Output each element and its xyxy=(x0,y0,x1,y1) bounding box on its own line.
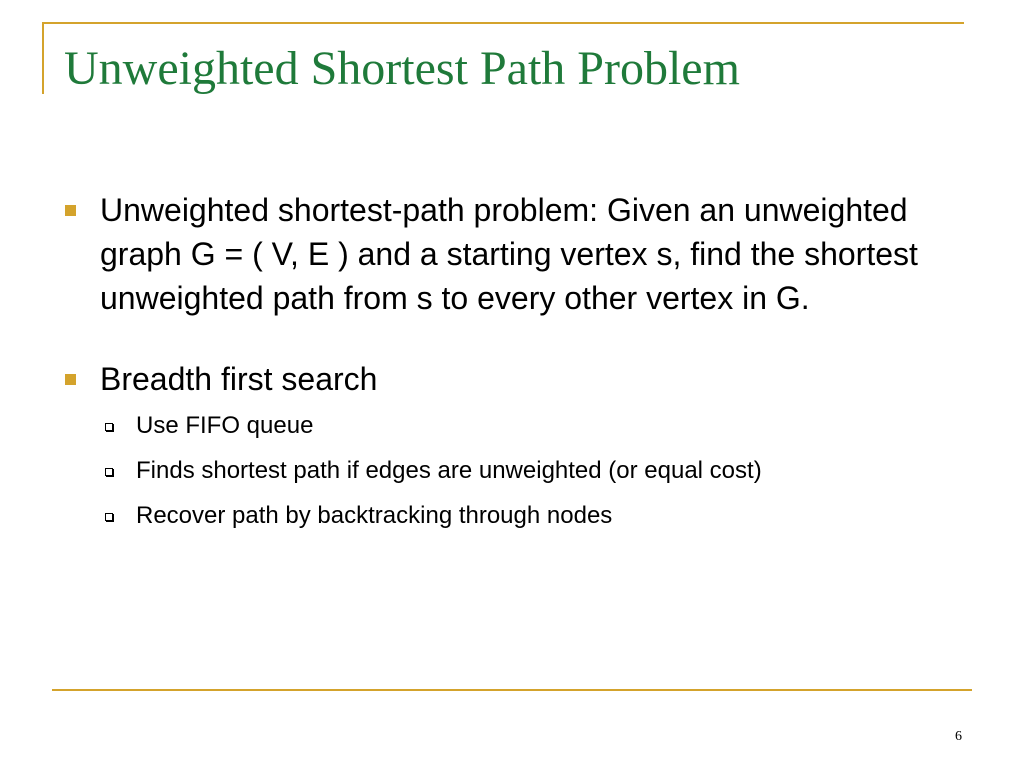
sub-bullet-item xyxy=(100,493,962,538)
bullet-text: Breadth first search xyxy=(100,361,378,397)
square-bullet-icon xyxy=(65,374,76,385)
page-number: 6 xyxy=(955,729,962,744)
bullet-list xyxy=(62,188,962,538)
bullet-item xyxy=(62,188,962,320)
hollow-square-bullet-icon xyxy=(105,513,113,521)
hollow-square-bullet-icon xyxy=(105,468,113,476)
hollow-square-bullet-icon xyxy=(105,423,113,431)
sub-bullet-list xyxy=(100,403,962,538)
slide-title: Unweighted Shortest Path Problem xyxy=(64,42,740,95)
bottom-divider xyxy=(52,689,972,691)
square-bullet-icon xyxy=(65,205,76,216)
sub-bullet-text: Recover path by backtracking through nodes xyxy=(136,502,613,529)
left-accent-bar xyxy=(42,22,44,94)
sub-bullet-text: Use FIFO queue xyxy=(136,412,314,439)
bullet-text: Unweighted shortest-path problem: Given an unweighted graph G = ( V, E ) and a starting vertex s, find the shortest unweighted path from s to every other vertex in G. xyxy=(100,192,918,316)
sub-bullet-text: Finds shortest path if edges are unweighted (or equal cost) xyxy=(136,457,762,484)
sub-bullet-item xyxy=(100,448,962,493)
bullet-item xyxy=(62,357,962,538)
top-divider xyxy=(42,22,964,24)
sub-bullet-item xyxy=(100,403,962,448)
